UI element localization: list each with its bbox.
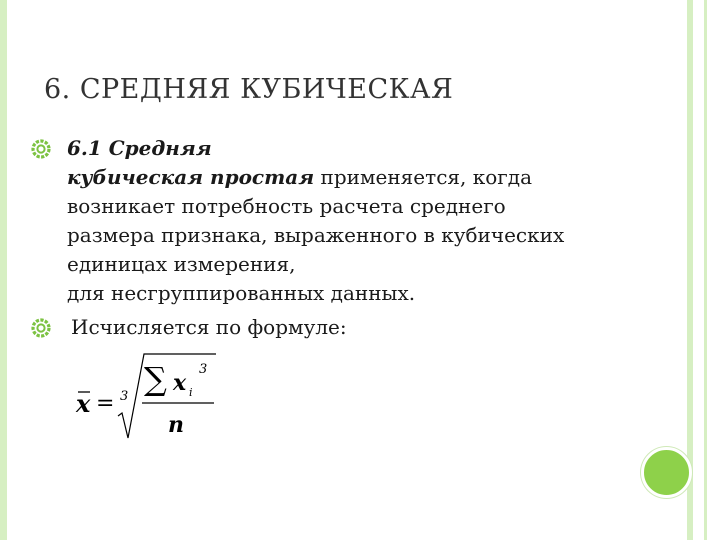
sum-symbol: ∑: [144, 360, 167, 398]
slide-title: 6. СРЕДНЯЯ КУБИЧЕСКАЯ: [44, 74, 454, 105]
emphasis-term: кубическая простая: [67, 165, 315, 189]
root-index: 3: [120, 389, 129, 404]
formula-exponent: 3: [199, 362, 208, 377]
bullet-list: [48, 134, 608, 342]
definition-text-start: применяется, когда: [314, 165, 532, 189]
formula-intro-text: Исчисляется по формуле:: [71, 315, 347, 339]
definition-line-1: возникает потребность расчета среднего: [67, 194, 506, 218]
definition-line-2: размера признака, выраженного в кубических: [67, 223, 565, 247]
emphasis-line-2: [67, 163, 608, 192]
emphasis-line-1: 6.1 Средняя: [67, 136, 212, 160]
right-decorative-stripe: [704, 0, 707, 540]
gear-bullet-icon: [31, 318, 51, 338]
formula-lhs: x: [76, 389, 91, 418]
gear-bullet-icon: [31, 139, 51, 159]
definition-line-3: единицах измерения,: [67, 252, 296, 276]
formula-subscript: i: [189, 386, 193, 399]
cubic-mean-formula: [64, 348, 234, 448]
formula-denominator: n: [168, 412, 184, 438]
left-decorative-border: [0, 0, 7, 540]
decorative-green-circle: [641, 447, 692, 498]
bullet-item-definition: [48, 134, 608, 308]
formula-variable: x: [173, 370, 187, 396]
definition-line-4: для несгруппированных данных.: [67, 281, 416, 305]
bullet-item-formula-intro: [48, 313, 608, 342]
formula-equals: =: [96, 391, 115, 416]
